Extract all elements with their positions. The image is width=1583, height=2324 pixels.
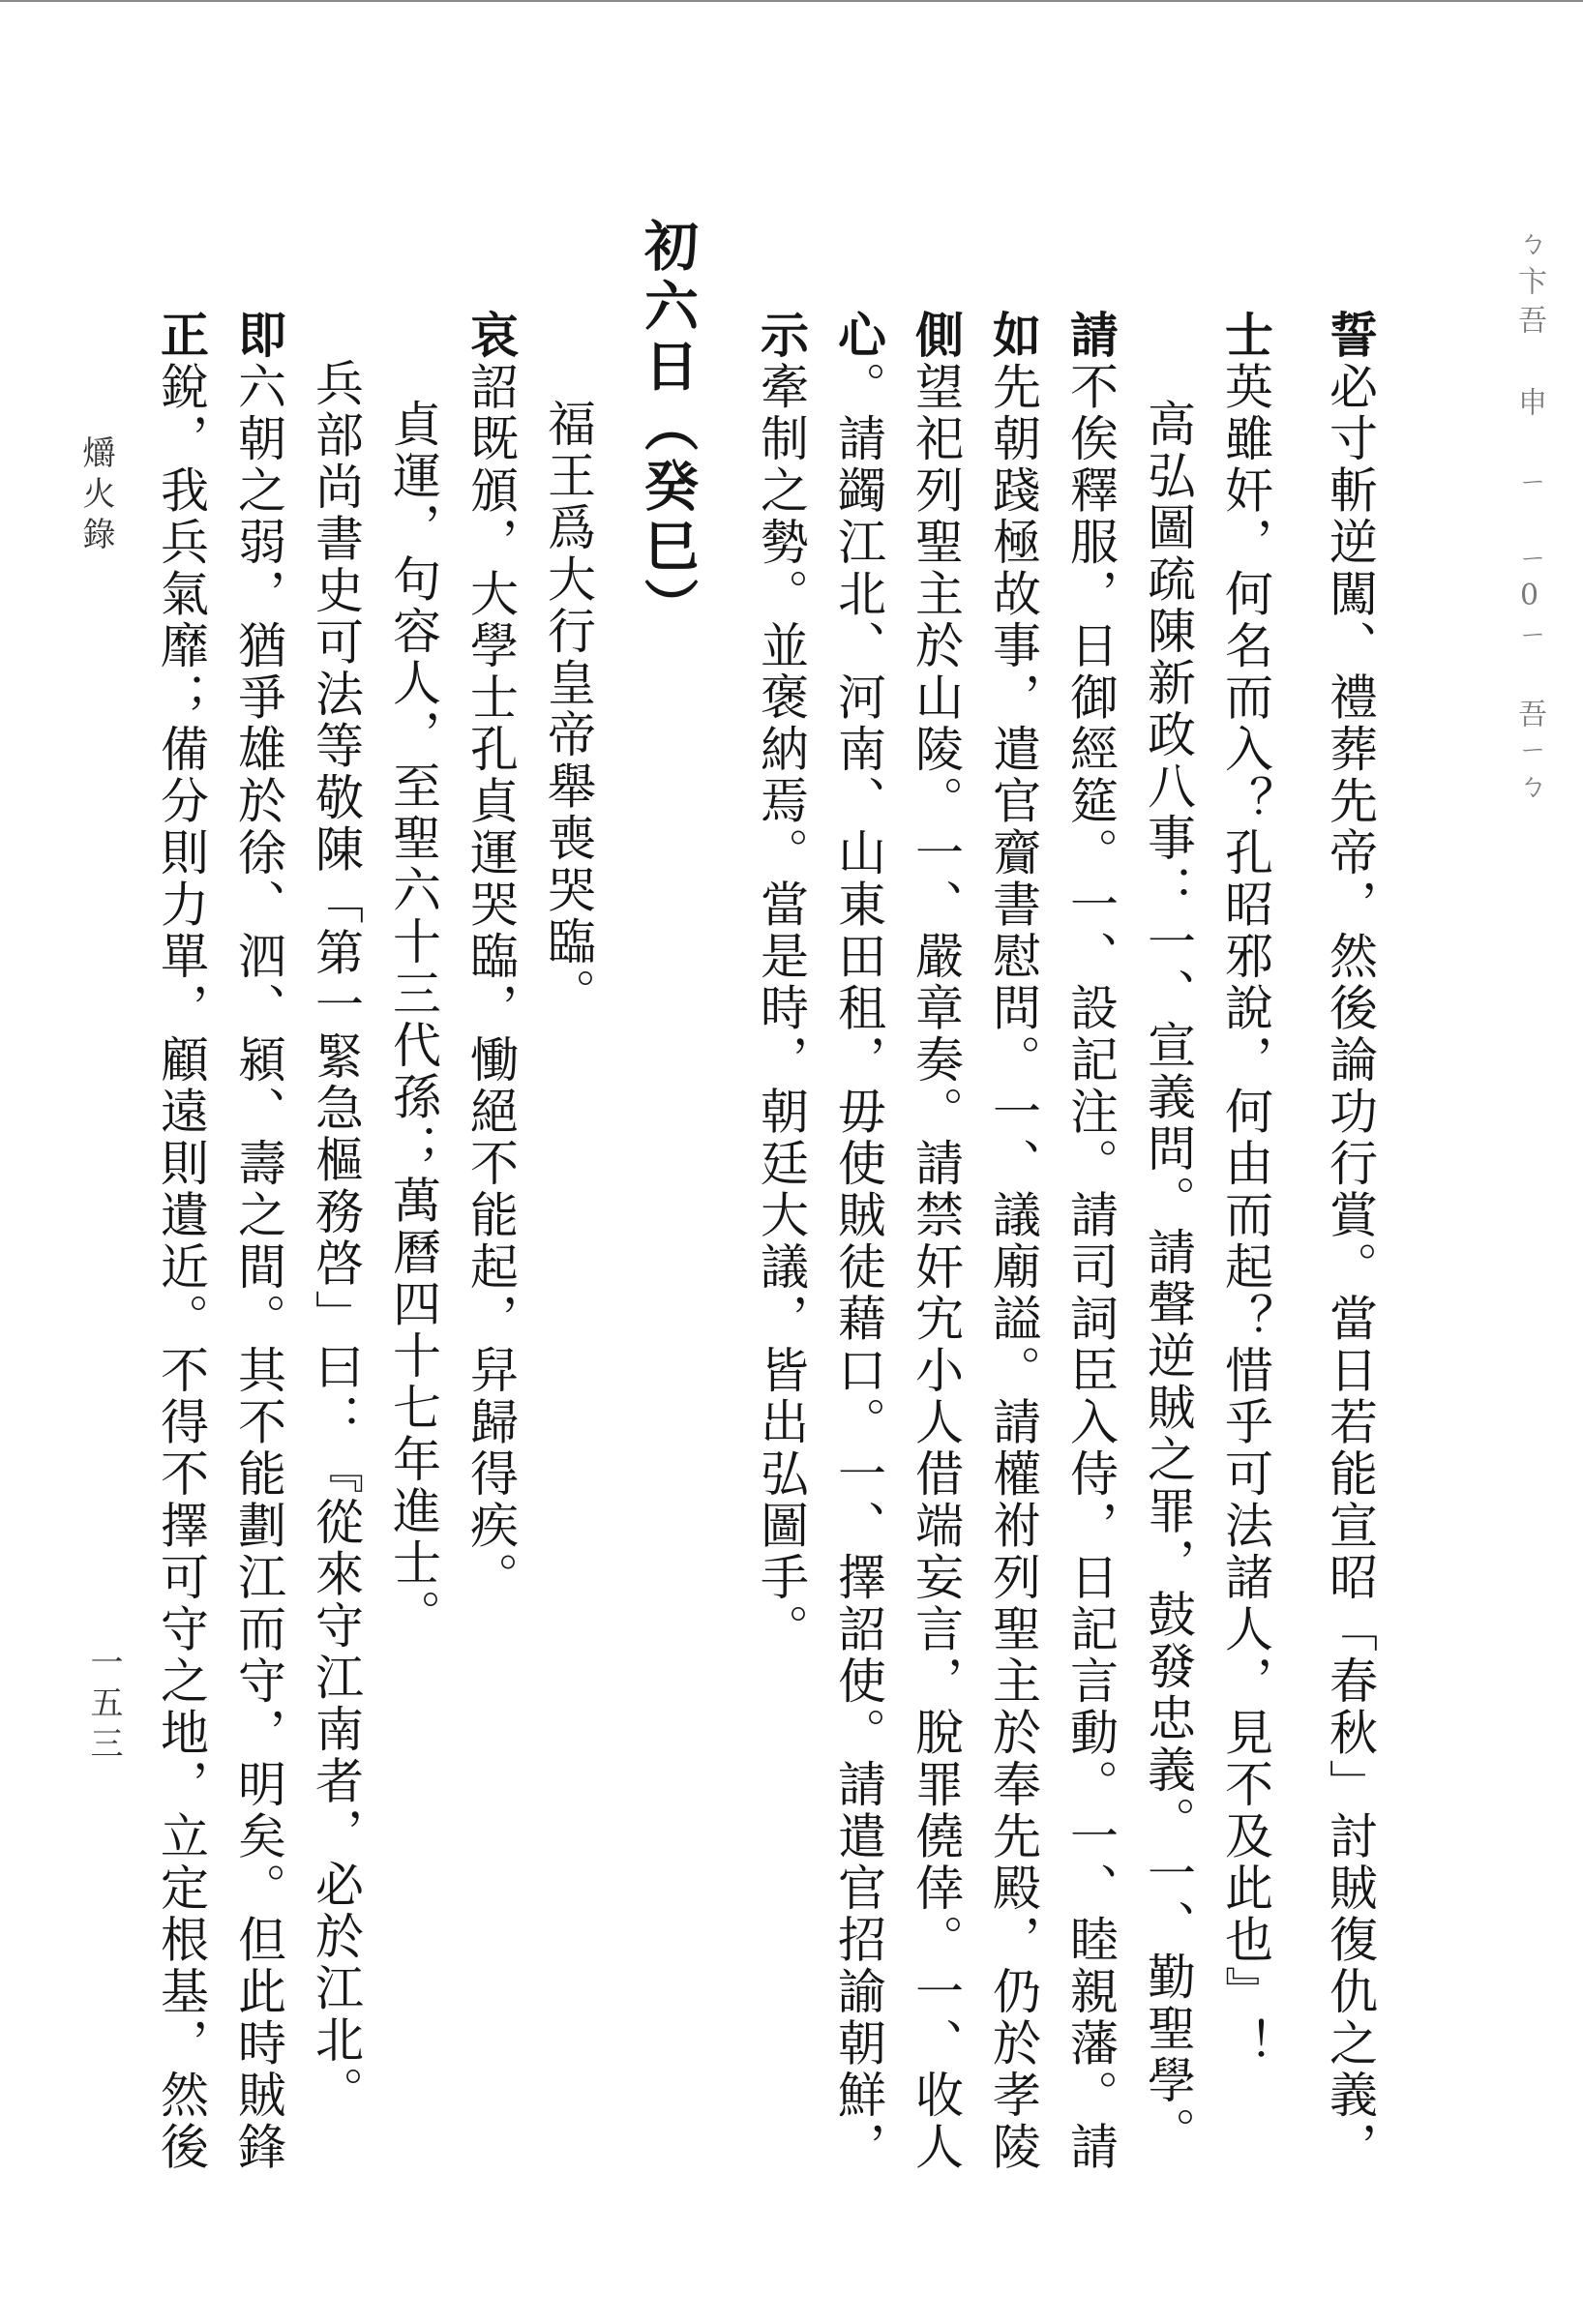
column-text: 六朝之弱，猶爭雄於徐、泗、潁、壽之間。其不能劃江而守，明矣。但此時賊鋒 [230,361,286,2173]
column-lead-char: 側 [908,310,965,362]
column-text: 銳，我兵氣靡；備分則力單，顧遠則遺近。不得不擇可守之地，立定根基，然後 [153,361,209,2173]
text-column [830,310,887,2173]
column-text: 牽制之勢。並褒納焉。當是時，朝廷大議，皆出弘圖手。 [753,361,809,1655]
column-lead-char: 即 [230,310,287,362]
date-heading: 初六日（癸巳） [636,218,700,638]
column-text: 不俟釋服，日御經筵。一、設記注。請司詞臣入侍，日記言動。一、睦親藩。請 [1062,361,1119,2173]
column-lead-char: 示 [753,310,810,362]
column-text: 望祀列聖主於山陵。一、嚴章奏。請禁奸宄小人借端妄言，脫罪僥倖。一、收人 [908,361,964,2173]
page-number: 一五三 [84,1645,123,1767]
column-text: 。請蠲江北、河南、山東田租，毋使賊徒藉口。一、擇詔使。請遣官招諭朝鮮， [830,361,886,2173]
column-text: 福王爲大行皇帝舉喪哭臨。 [540,399,596,1020]
text-column [1217,310,1274,2070]
book-title: 爝火錄 [76,435,115,557]
column-lead-char: 誓 [1322,310,1379,362]
column-text: 必寸斬逆闖、禮葬先帝，然後論功行賞。當日若能宣昭「春秋」討賊復仇之義， [1322,361,1378,2173]
entry-column [385,399,441,1641]
scan-header-marks: ㄅ卞吾 申 ㄧ ㄧ0ㄧ 吾ㄧㄅ [1512,227,1546,809]
column-lead-char: 哀 [463,310,520,362]
top-edge-rule [0,0,1583,2]
entry-column [230,310,287,2173]
column-text: 兵部尚書史可法等敬陳「第一緊急樞務啓」曰：『從來守江南者，必於江北。 [308,358,364,2118]
text-column [985,310,1042,2173]
column-lead-char: 士 [1217,310,1274,362]
entry-column [463,310,520,1604]
entry-column [153,310,210,2173]
column-text: 先朝踐極故事，遣官齎書慰問。一、議廟謚。請權祔列聖主於奉先殿，仍於孝陵 [985,361,1041,2173]
column-text: 英雖奸，何名而入？孔昭邪說，何由而起？惜乎可法諸人，見不及此也』！ [1217,361,1273,2070]
column-lead-char: 正 [153,310,210,362]
text-column [908,310,965,2173]
column-lead-char: 心 [830,310,887,362]
column-text: 詔既頒，大學士孔貞運哭臨，慟絕不能起，舁歸得疾。 [463,361,519,1604]
entry-column [540,399,596,1020]
column-text: 高弘圖疏陳新政八事：一、宣義問。請聲逆賊之罪，鼓發忠義。一、勤聖學。 [1140,399,1196,2159]
entry-column [308,358,364,2118]
column-lead-char: 如 [985,310,1042,362]
column-lead-char: 請 [1062,310,1120,362]
text-column [753,310,810,1655]
text-column [1062,310,1120,2173]
text-column [1322,310,1379,2173]
column-text: 貞運，句容人，至聖六十三代孫；萬曆四十七年進士。 [385,399,441,1641]
text-column [1140,399,1196,2159]
